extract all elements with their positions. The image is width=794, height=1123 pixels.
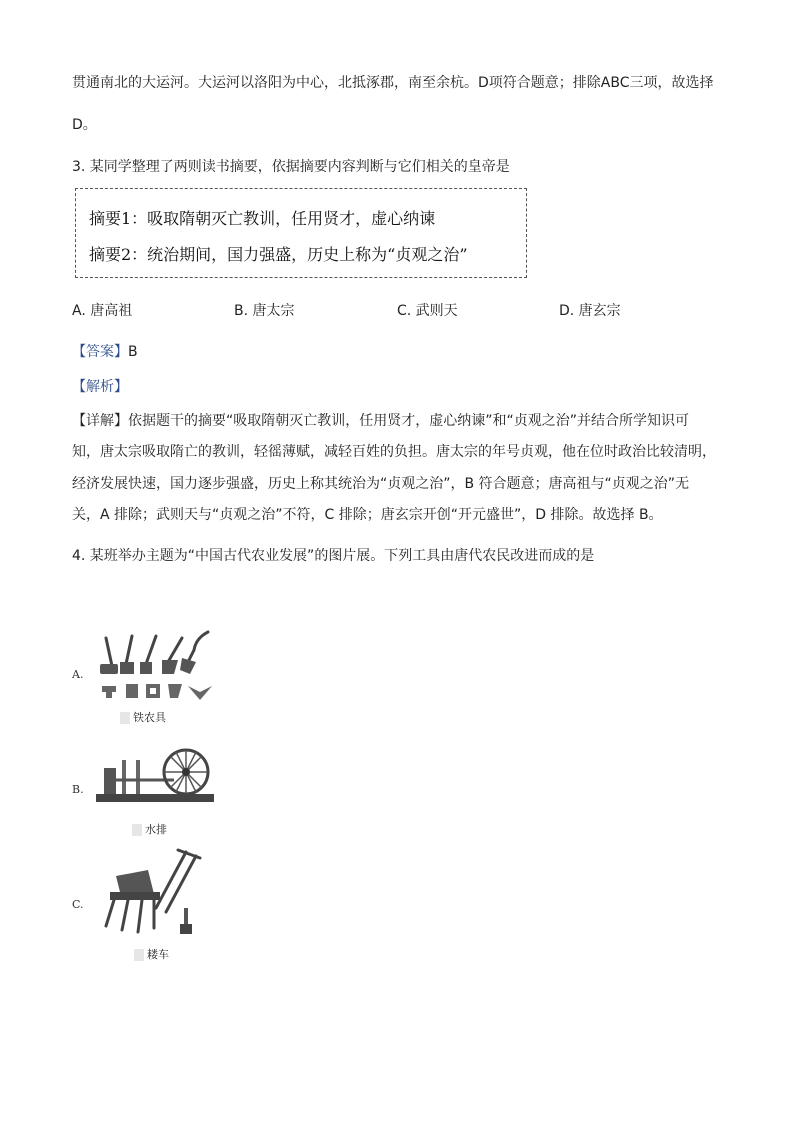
image-b-caption [132,821,167,837]
excerpt-1: 摘要1：吸取隋朝灭亡教训，任用贤才，虚心纳谏 [89,209,436,228]
image-a-caption [120,709,166,725]
image-b-letter: B. [72,783,84,796]
image-b-caption-text: 水排 [145,823,167,836]
caption-marker [134,949,144,961]
image-a-letter: A. [72,668,84,681]
option-d: D. 唐玄宗 [559,303,621,319]
analysis-label: 【解析】 [72,379,128,395]
image-c-caption [134,946,169,962]
seed-drill-icon [96,848,206,940]
option-a: A. 唐高祖 [72,303,133,319]
continuation-line-2: D。 [72,117,97,133]
answer-tag [72,342,138,362]
image-a-caption-text: 铁农具 [133,711,166,724]
image-c-caption-text: 耧车 [147,948,169,961]
option-c: C. 武则天 [397,303,458,319]
water-powered-bellows-icon [96,746,216,804]
answer-label: 【答案】 [72,344,128,360]
image-c-letter: C. [72,898,84,911]
excerpt-2: 摘要2：统治期间，国力强盛，历史上称为“贞观之治” [89,245,468,264]
question-3-stem: 3. 某同学整理了两则读书摘要，依据摘要内容判断与它们相关的皇帝是 [72,159,510,175]
detail-line-4: 关，A 排除；武则天与“贞观之治”不符，C 排除；唐玄宗开创“开元盛世”，D 排除。故选择 B。 [72,507,663,523]
detail-line-3: 经济发展快速，国力逐步强盛，历史上称其统治为“贞观之治”，B 符合题意；唐高祖与“贞观之治”无 [72,476,690,492]
iron-farm-tools-icon [96,628,216,708]
option-b: B. 唐太宗 [234,303,295,319]
excerpt-box [75,188,527,278]
question-4-stem: 4. 某班举办主题为“中国古代农业发展”的图片展。下列工具由唐代农民改进而成的是 [72,548,595,564]
answer-value: B [128,344,138,360]
detail-line-2: 知，唐太宗吸取隋亡的教训，轻徭薄赋，减轻百姓的负担。唐太宗的年号贞观，他在位时政治比较清明， [72,444,716,460]
detail-line-1: 【详解】依据题干的摘要“吸取隋朝灭亡教训，任用贤才，虚心纳谏”和“贞观之治”并结合所学知识可 [72,413,690,429]
caption-marker [120,712,130,724]
continuation-line-1: 贯通南北的大运河。大运河以洛阳为中心，北抵涿郡，南至余杭。D项符合题意；排除ABC三项，故选择 [72,75,714,91]
caption-marker [132,824,142,836]
